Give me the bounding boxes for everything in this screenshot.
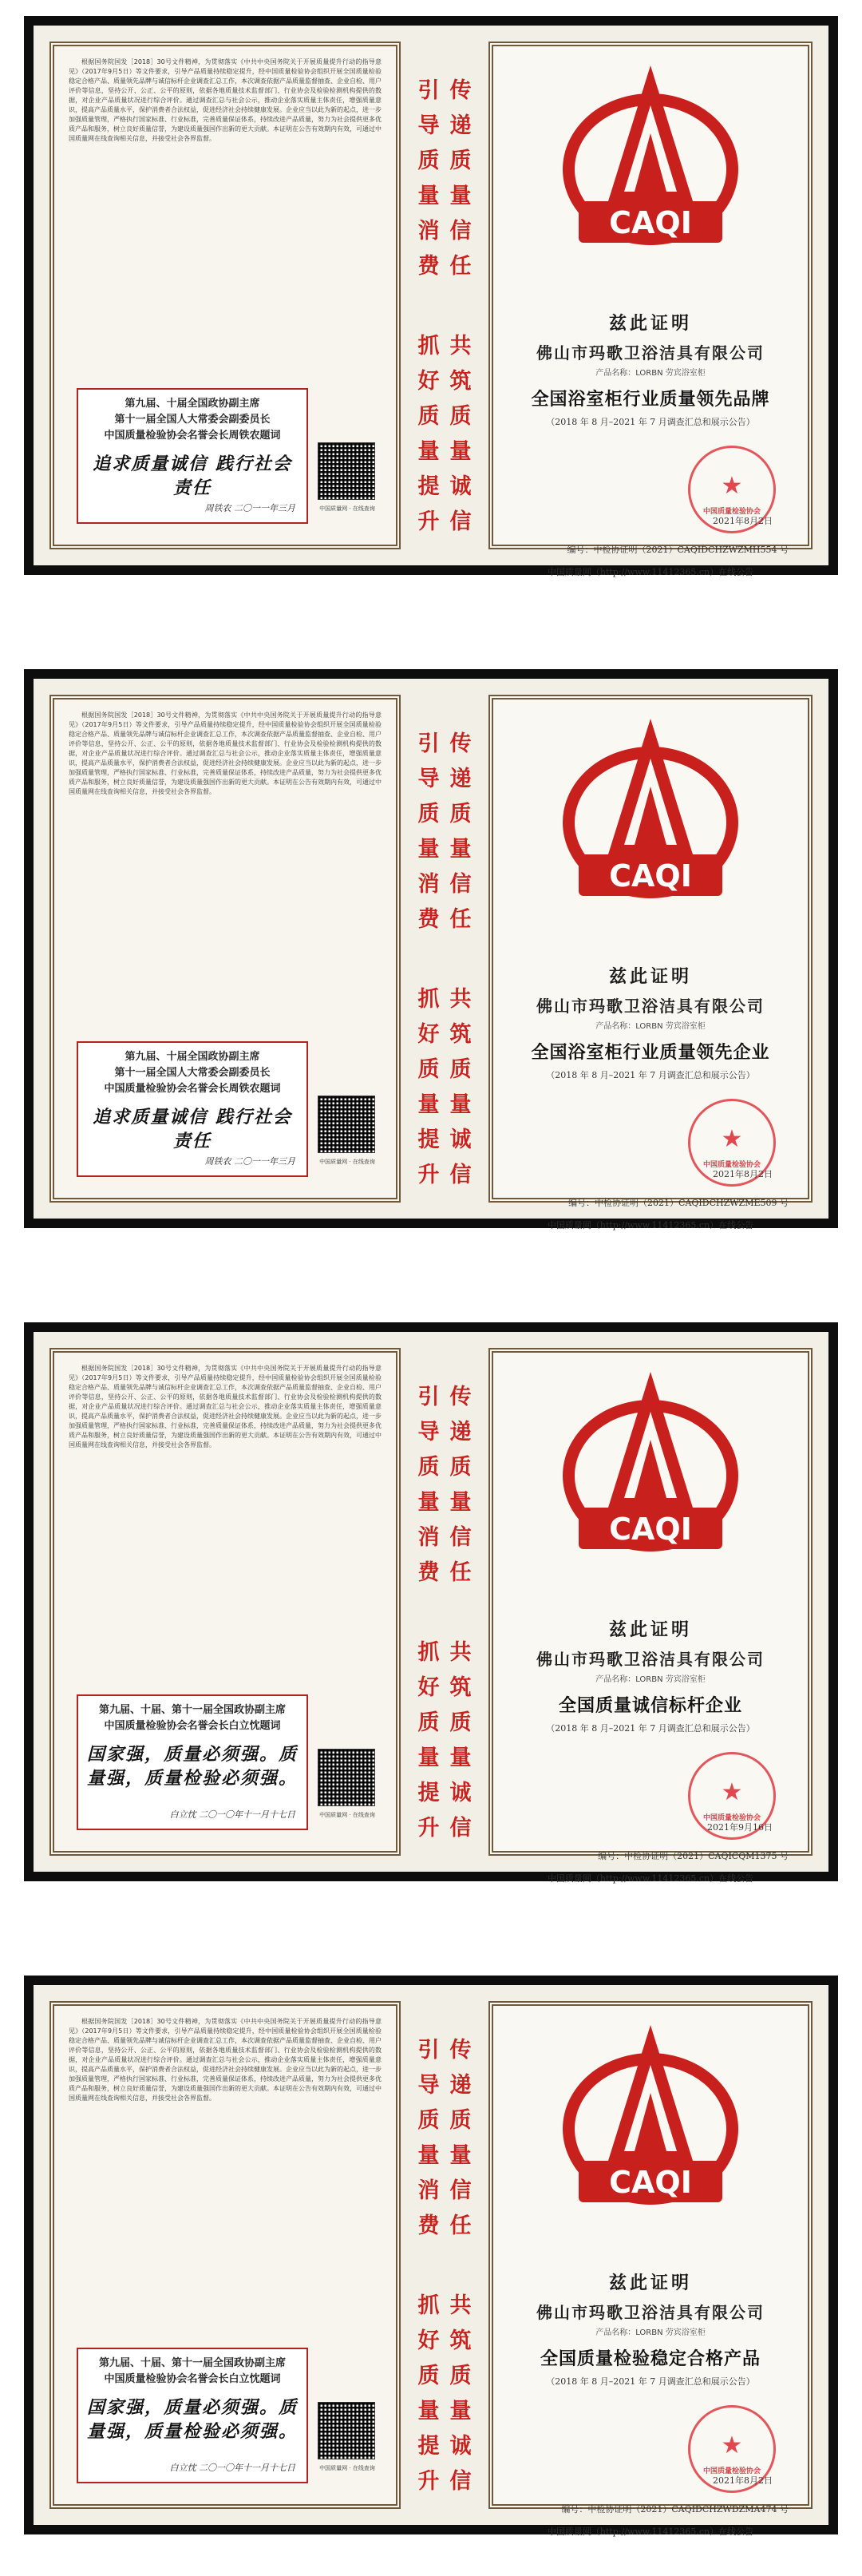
certificate-card [24, 669, 838, 1231]
intro-text: 根据国务院国发［2018］30号文件精神，为贯彻落实《中共中央国务院关于开展质量提升行动的指导意见》（2017年9月5日）等文件要求，引导产品质量持续稳定提升，经中国质量检验协会组织开展全国质量检验稳定合格产品、质量领先品牌与诚信标杆企业调查汇总工作，本次调查依据产品质量监督抽查、企业自检、用户评价等信息，坚持公开、公正、公平的原则，依据各地质量技术监督部门、行业协会及检验检测机构提供的数据，对企业产品质量状况进行综合评价。通过调查汇总与社会公示，推动企业落实质量主体责任，增强质量意识，提高产品质量水平，保护消费者合法权益，促进经济社会持续健康发展。企业应当以此为新的起点，进一步加强质量管理，严格执行国家标准、行业标准，完善质量保证体系，持续改进产品质量，努力为社会提供更多优质产品和服务，树立良好质量信誉，为建设质量强国作出新的更大贡献。本证明在公告有效期内有效，可通过中国质量网在线查询相关信息，并接受社会各界监督。 [69, 1365, 382, 1449]
survey-period: （2018 年 8 月–2021 年 7 月调查汇总和展示公告） [546, 2376, 755, 2387]
slogan-column-1: 引导质量消费 [417, 1385, 440, 1585]
product-name: 产品名称：LORBN 劳宾浴室柜 [595, 1022, 706, 1031]
slogan-column-4: 抓好质量提升 [417, 1640, 440, 1841]
issue-date: 2021年8月2日 [713, 2475, 773, 2486]
logo-text: CAQI [609, 2165, 692, 2200]
logo-text: CAQI [609, 1512, 692, 1547]
left-page [49, 2001, 401, 2509]
qr-code-icon [318, 1749, 375, 1806]
survey-period: （2018 年 8 月–2021 年 7 月调查汇总和展示公告） [546, 417, 755, 427]
inscription-calligraphy: 追求质量诚信 践行社会责任 [93, 1107, 292, 1151]
company-name: 佛山市玛歌卫浴洁具有限公司 [536, 343, 765, 363]
certificate-title: 兹此证明 [608, 966, 692, 987]
slogan-column-3: 共筑质量诚信 [449, 987, 472, 1187]
right-page [488, 695, 813, 1231]
inscription-title-3: 中国质量检验协会名誉会长周铁农题词 [104, 430, 281, 442]
website-notice: 中国质量网（http://www.11412365.cn）在线公告 [547, 567, 754, 577]
slogan-column-2: 传递质量信任 [449, 2038, 472, 2238]
certificate-number: 编号：中检协证明（2021）CAQIDCHZWZME509 号 [568, 1198, 789, 1208]
issue-date: 2021年9月16日 [707, 1822, 773, 1833]
inscription-box [77, 2348, 308, 2483]
certificate-frame [34, 1332, 828, 1884]
slogan-column-4: 抓好质量提升 [417, 987, 440, 1187]
qr-label: 中国质量网 · 在线查询 [319, 505, 375, 512]
slogan-column-2: 传递质量信任 [449, 731, 472, 932]
certificate-number: 编号：中检协证明（2021）CAQIDCHZWZMH554 号 [567, 545, 789, 555]
qr-label: 中国质量网 · 在线查询 [319, 2465, 375, 2471]
slogan-column-2: 传递质量信任 [449, 78, 472, 279]
inscription-signature: 白立忱 二〇一〇年十一月十七日 [169, 2463, 295, 2473]
slogan-column-1: 引导质量消费 [417, 2038, 440, 2238]
certificate-title: 兹此证明 [608, 2273, 692, 2293]
certificate-number: 编号：中检协证明（2021）CAQIDCHZWDZMA474 号 [561, 2504, 789, 2515]
certificate-frame [34, 1985, 828, 2537]
company-name: 佛山市玛歌卫浴洁具有限公司 [536, 997, 765, 1016]
certificate-title: 兹此证明 [608, 1619, 692, 1640]
inscription-box [77, 388, 308, 524]
left-page [49, 1348, 401, 1856]
inscription-calligraphy: 追求质量诚信 践行社会责任 [93, 454, 292, 498]
seal-text: 中国质量检验协会 [702, 1161, 761, 1169]
slogan-column-3: 共筑质量诚信 [449, 2293, 472, 2494]
product-name: 产品名称：LORBN 劳宾浴室柜 [595, 2328, 706, 2337]
star-icon: ★ [721, 1778, 743, 1806]
honor-title: 全国质量检验稳定合格产品 [540, 2348, 761, 2369]
caqi-logo-icon [551, 57, 750, 257]
spine-slogans [413, 2001, 476, 2509]
star-icon: ★ [721, 472, 743, 500]
left-page [49, 42, 401, 549]
qr-label: 中国质量网 · 在线查询 [319, 1812, 375, 1818]
survey-period: （2018 年 8 月–2021 年 7 月调查汇总和展示公告） [546, 1070, 755, 1080]
caqi-logo-icon [551, 711, 750, 910]
slogan-column-4: 抓好质量提升 [417, 334, 440, 534]
qr-label: 中国质量网 · 在线查询 [319, 1159, 375, 1165]
slogan-column-2: 传递质量信任 [449, 1385, 472, 1585]
honor-title: 全国浴室柜行业质量领先企业 [531, 1042, 770, 1063]
inscription-title-2: 第十一届全国人大常委会副委员长 [114, 414, 271, 426]
survey-period: （2018 年 8 月–2021 年 7 月调查汇总和展示公告） [546, 1723, 755, 1734]
slogan-column-1: 引导质量消费 [417, 731, 440, 932]
right-page [488, 2001, 813, 2537]
certificate-frame [34, 679, 828, 1231]
intro-text: 根据国务院国发［2018］30号文件精神，为贯彻落实《中共中央国务院关于开展质量提升行动的指导意见》（2017年9月5日）等文件要求，引导产品质量持续稳定提升，经中国质量检验协会组织开展全国质量检验稳定合格产品、质量领先品牌与诚信标杆企业调查汇总工作，本次调查依据产品质量监督抽查、企业自检、用户评价等信息，坚持公开、公正、公平的原则，依据各地质量技术监督部门、行业协会及检验检测机构提供的数据，对企业产品质量状况进行综合评价。通过调查汇总与社会公示，推动企业落实质量主体责任，增强质量意识，提高产品质量水平，保护消费者合法权益，促进经济社会持续健康发展。企业应当以此为新的起点，进一步加强质量管理，严格执行国家标准、行业标准，完善质量保证体系，持续改进产品质量，努力为社会提供更多优质产品和服务，树立良好质量信誉，为建设质量强国作出新的更大贡献。本证明在公告有效期内有效，可通过中国质量网在线查询相关信息，并接受社会各界监督。 [69, 58, 382, 142]
slogan-column-3: 共筑质量诚信 [449, 334, 472, 534]
inscription-title-1: 第九届、十届、第十一届全国政协副主席 [98, 1704, 286, 1716]
company-name: 佛山市玛歌卫浴洁具有限公司 [536, 1650, 765, 1669]
intro-text: 根据国务院国发［2018］30号文件精神，为贯彻落实《中共中央国务院关于开展质量提升行动的指导意见》（2017年9月5日）等文件要求，引导产品质量持续稳定提升，经中国质量检验协会组织开展全国质量检验稳定合格产品、质量领先品牌与诚信标杆企业调查汇总工作，本次调查依据产品质量监督抽查、企业自检、用户评价等信息，坚持公开、公正、公平的原则，依据各地质量技术监督部门、行业协会及检验检测机构提供的数据，对企业产品质量状况进行综合评价。通过调查汇总与社会公示，推动企业落实质量主体责任，增强质量意识，提高产品质量水平，保护消费者合法权益，促进经济社会持续健康发展。企业应当以此为新的起点，进一步加强质量管理，严格执行国家标准、行业标准，完善质量保证体系，持续改进产品质量，努力为社会提供更多优质产品和服务，树立良好质量信誉，为建设质量强国作出新的更大贡献。本证明在公告有效期内有效，可通过中国质量网在线查询相关信息，并接受社会各界监督。 [69, 711, 382, 795]
caqi-logo-icon [551, 1364, 750, 1563]
certificate-card [24, 1322, 838, 1884]
issue-date: 2021年8月2日 [713, 516, 773, 526]
star-icon: ★ [721, 2431, 743, 2459]
inscription-title-3: 中国质量检验协会名誉会长周铁农题词 [104, 1083, 281, 1095]
certificate-number: 编号：中检协证明（2021）CAQICQM1375 号 [598, 1851, 789, 1861]
website-notice: 中国质量网（http://www.11412365.cn）在线公告 [547, 1220, 754, 1231]
spine-slogans [413, 695, 476, 1203]
inscription-title-2: 中国质量检验协会名誉会长白立忱题词 [104, 1720, 281, 1732]
inscription-calligraphy: 国家强，质量必须强。质量强，质量检验必须强。 [86, 1744, 298, 1789]
qr-code-icon [318, 442, 375, 500]
issue-date: 2021年8月2日 [713, 1169, 773, 1179]
logo-text: CAQI [609, 858, 692, 894]
spine-slogans [413, 1348, 476, 1856]
qr-code-icon [318, 1096, 375, 1153]
inscription-signature: 周铁农 二〇一一年三月 [204, 503, 295, 513]
product-name: 产品名称：LORBN 劳宾浴室柜 [595, 1675, 706, 1684]
inscription-calligraphy: 国家强，质量必须强。质量强，质量检验必须强。 [86, 2397, 298, 2442]
logo-text: CAQI [609, 205, 692, 240]
inscription-box [77, 1694, 308, 1830]
certificate-title: 兹此证明 [608, 313, 692, 334]
certificate-card [24, 16, 838, 575]
inscription-title-2: 第十一届全国人大常委会副委员长 [114, 1067, 271, 1079]
inscription-box [77, 1041, 308, 1177]
caqi-logo-icon [551, 2017, 750, 2217]
company-name: 佛山市玛歌卫浴洁具有限公司 [536, 2303, 765, 2322]
inscription-title-1: 第九届、十届全国政协副主席 [125, 1051, 260, 1063]
website-notice: 中国质量网（http://www.11412365.cn）在线公告 [547, 1873, 754, 1884]
right-page [488, 1348, 813, 1884]
slogan-column-4: 抓好质量提升 [417, 2293, 440, 2494]
qr-code-icon [318, 2402, 375, 2459]
honor-title: 全国浴室柜行业质量领先品牌 [531, 389, 770, 410]
seal-text: 中国质量检验协会 [702, 508, 761, 516]
seal-text: 中国质量检验协会 [702, 1814, 761, 1822]
spine-slogans [413, 42, 476, 549]
star-icon: ★ [721, 1125, 743, 1153]
product-name: 产品名称：LORBN 劳宾浴室柜 [595, 369, 706, 378]
honor-title: 全国质量诚信标杆企业 [558, 1695, 742, 1716]
certificate-card [24, 1976, 838, 2537]
inscription-title-1: 第九届、十届全国政协副主席 [125, 398, 260, 410]
inscription-title-1: 第九届、十届、第十一届全国政协副主席 [98, 2357, 286, 2369]
slogan-column-1: 引导质量消费 [417, 78, 440, 279]
inscription-signature: 白立忱 二〇一〇年十一月十七日 [169, 1809, 295, 1820]
slogan-column-3: 共筑质量诚信 [449, 1640, 472, 1841]
inscription-signature: 周铁农 二〇一一年三月 [204, 1156, 295, 1167]
website-notice: 中国质量网（http://www.11412365.cn）在线公告 [547, 2526, 754, 2537]
certificate-frame [34, 26, 828, 577]
left-page [49, 695, 401, 1203]
seal-text: 中国质量检验协会 [702, 2467, 761, 2475]
right-page [488, 42, 813, 577]
intro-text: 根据国务院国发［2018］30号文件精神，为贯彻落实《中共中央国务院关于开展质量提升行动的指导意见》（2017年9月5日）等文件要求，引导产品质量持续稳定提升，经中国质量检验协会组织开展全国质量检验稳定合格产品、质量领先品牌与诚信标杆企业调查汇总工作，本次调查依据产品质量监督抽查、企业自检、用户评价等信息，坚持公开、公正、公平的原则，依据各地质量技术监督部门、行业协会及检验检测机构提供的数据，对企业产品质量状况进行综合评价。通过调查汇总与社会公示，推动企业落实质量主体责任，增强质量意识，提高产品质量水平，保护消费者合法权益，促进经济社会持续健康发展。企业应当以此为新的起点，进一步加强质量管理，严格执行国家标准、行业标准，完善质量保证体系，持续改进产品质量，努力为社会提供更多优质产品和服务，树立良好质量信誉，为建设质量强国作出新的更大贡献。本证明在公告有效期内有效，可通过中国质量网在线查询相关信息，并接受社会各界监督。 [69, 2018, 382, 2102]
inscription-title-2: 中国质量检验协会名誉会长白立忱题词 [104, 2373, 281, 2385]
